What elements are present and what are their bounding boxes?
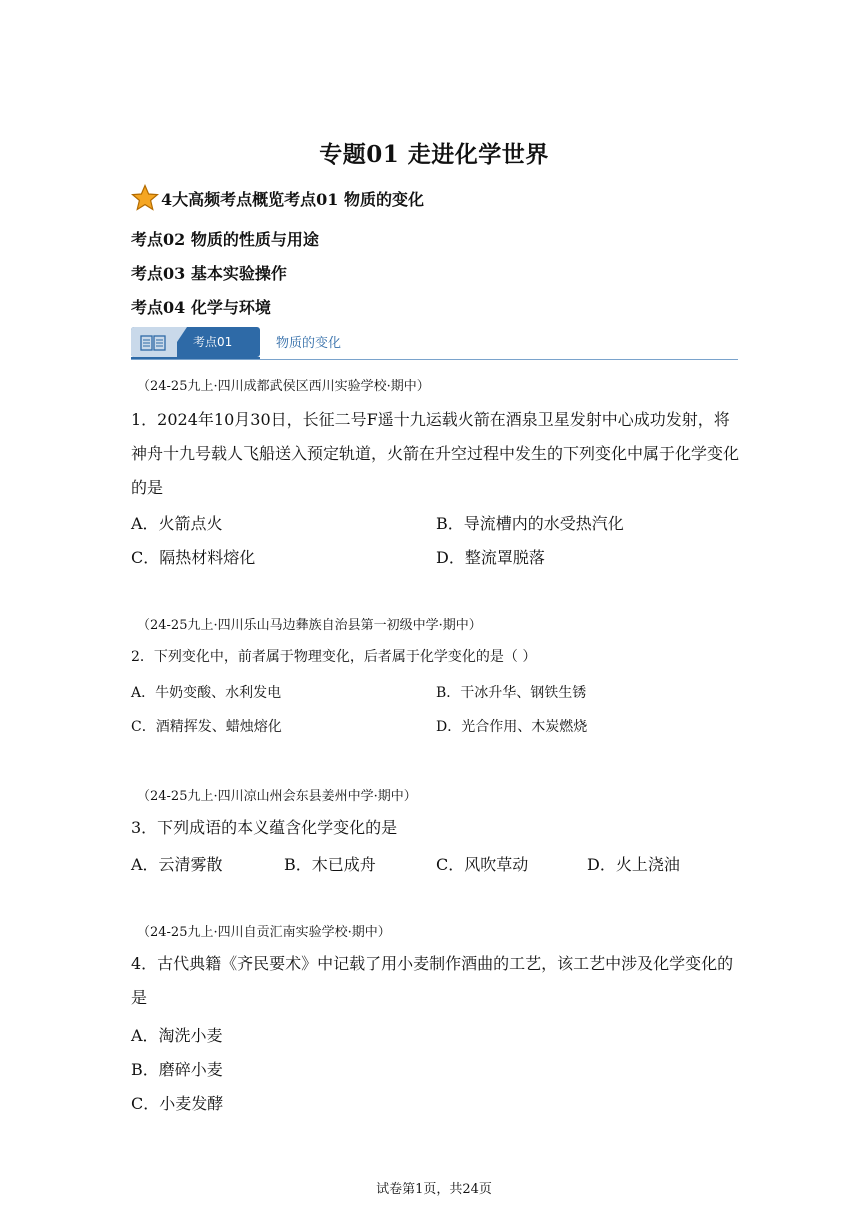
question-source: （24-25九上·四川乐山马边彝族自治县第一初级中学·期中） [137,618,482,633]
page-footer: 试卷第1页，共24页 [376,1182,492,1197]
option-b: B．干冰升华、钢铁生锈 [436,685,587,701]
option-c: C．酒精挥发、蜡烛熔化 [131,719,282,735]
kaodian-04: 考点04 化学与环境 [131,298,271,317]
option-b: B．磨碎小麦 [131,1060,223,1079]
banner-tab [131,327,260,357]
question-source: （24-25九上·四川成都武侯区西川实验学校·期中） [137,379,430,394]
star-icon [131,184,159,212]
question-source: （24-25九上·四川自贡汇南实验学校·期中） [137,925,391,940]
banner-tab-label: 考点01 [193,335,233,349]
option-b: B．导流槽内的水受热汽化 [436,514,624,533]
option-a: A．淘洗小麦 [131,1026,223,1045]
question-stem: 1．2024年10月30日，长征二号F遥十九运载火箭在酒泉卫星发射中心成功发射，将神舟十九号载人飞船送入预定轨道，火箭在升空过程中发生的下列变化中属于化学变化的是 [131,410,740,497]
question-stem: 2．下列变化中，前者属于物理变化，后者属于化学变化的是（ ） [131,649,537,665]
option-a: A．云清雾散 [131,855,223,874]
option-d: D．火上浇油 [587,855,680,874]
option-b: B．木已成舟 [284,855,376,874]
option-c: C．风吹草动 [436,855,529,874]
option-c: C．小麦发酵 [131,1094,224,1113]
kaodian-03: 考点03 基本实验操作 [131,264,287,283]
section-banner [131,327,738,363]
overview-row [131,184,424,212]
option-c: C．隔热材料熔化 [131,548,256,567]
book-icon [140,335,166,351]
option-a: A．火箭点火 [131,514,223,533]
option-d: D．整流罩脱落 [436,548,545,567]
banner-title: 物质的变化 [276,336,342,351]
page-title: 专题01 走进化学世界 [319,141,549,168]
overview-text: 4大高频考点概览考点01 物质的变化 [161,189,424,209]
kaodian-02: 考点02 物质的性质与用途 [131,230,319,249]
question-stem: 4．古代典籍《齐民要术》中记载了用小麦制作酒曲的工艺，该工艺中涉及化学变化的是 [131,954,734,1007]
option-a: A．牛奶变酸、水利发电 [131,685,282,701]
option-d: D．光合作用、木炭燃烧 [436,719,588,735]
question-source: （24-25九上·四川凉山州会东县姜州中学·期中） [137,789,417,804]
question-stem: 3．下列成语的本义蕴含化学变化的是 [131,818,398,837]
banner-underline [131,359,738,360]
